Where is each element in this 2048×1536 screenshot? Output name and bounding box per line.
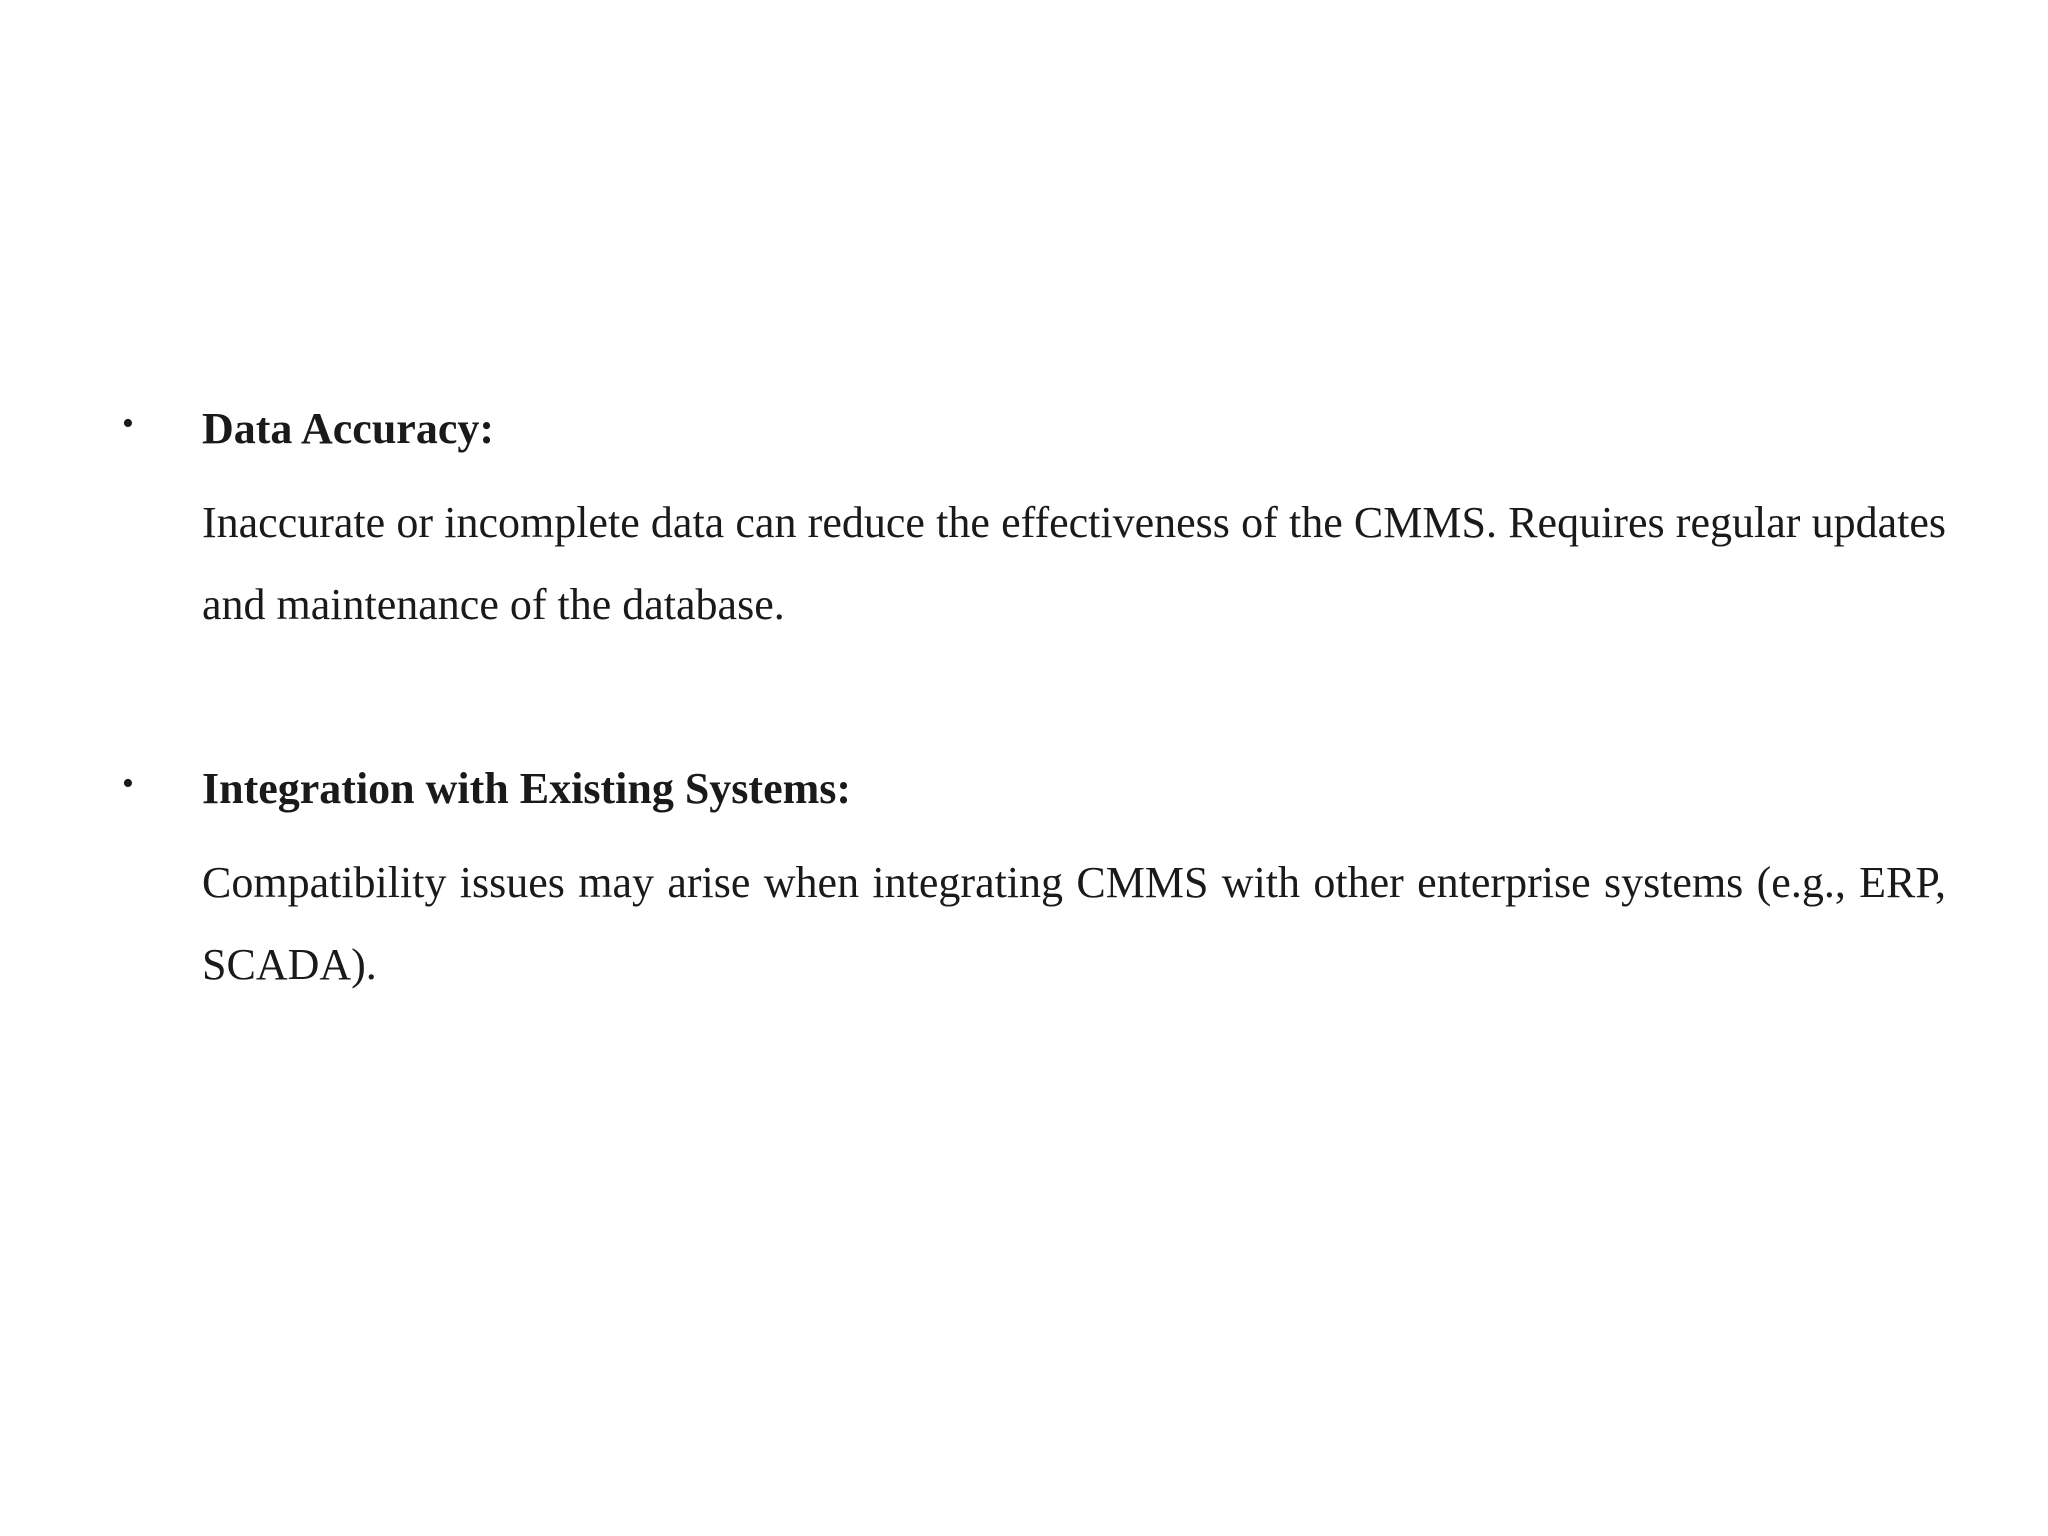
bullet-icon: •: [122, 405, 134, 442]
item-heading: Data Accuracy:: [202, 404, 495, 453]
item-body: Inaccurate or incomplete data can reduce the effectiveness of the CMMS. Requires regular updates and maintenance of the database.: [202, 498, 1946, 629]
bullet-icon: •: [122, 765, 134, 802]
item-heading: Integration with Existing Systems:: [202, 764, 852, 813]
item-body: Compatibility issues may arise when integrating CMMS with other enterprise systems (e.g., ERP, SCADA).: [202, 858, 1946, 989]
